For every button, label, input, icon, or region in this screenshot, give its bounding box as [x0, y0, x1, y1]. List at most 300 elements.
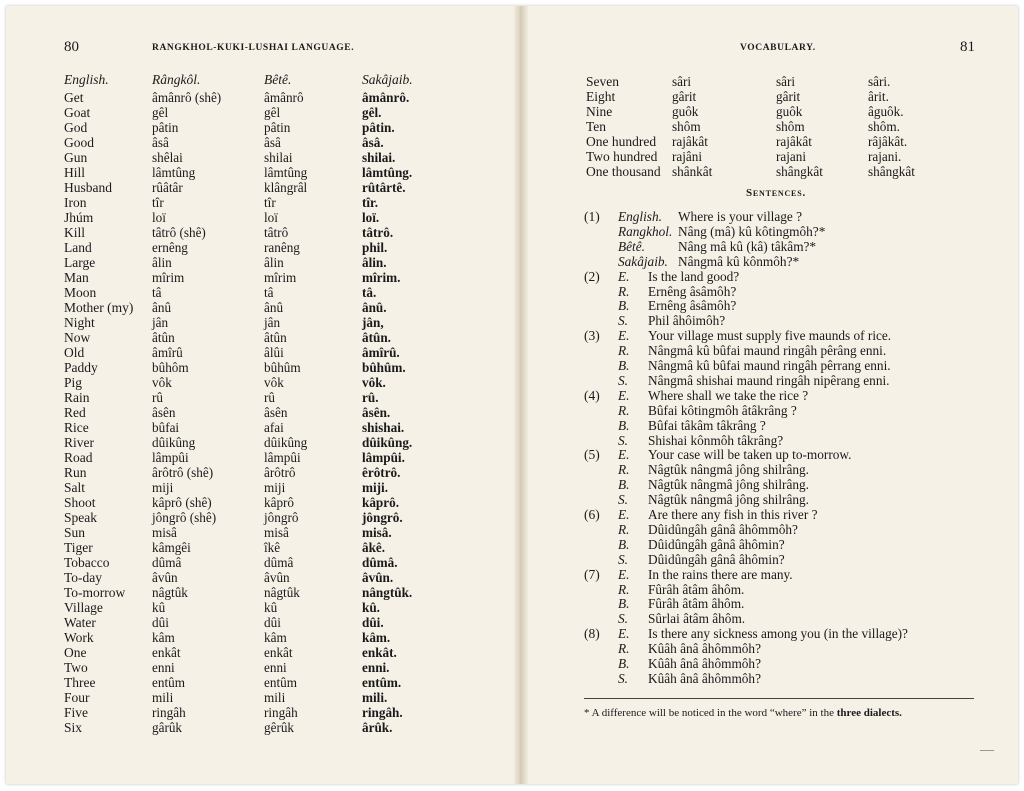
vocabulary-cell: rû	[264, 390, 275, 405]
vocabulary-cell: Two	[64, 660, 88, 675]
vocabulary-cell: âlin	[264, 255, 284, 270]
vocabulary-cell: âsâ	[152, 135, 169, 150]
sentence-line	[528, 596, 1018, 611]
vocabulary-row	[6, 405, 514, 420]
right-running-head: VOCABULARY.	[740, 43, 816, 53]
sentence-line	[528, 656, 1018, 671]
numbers-cell: shôm	[776, 119, 805, 134]
vocabulary-cell: tîr	[264, 195, 276, 210]
vocabulary-cell: ânû	[152, 300, 172, 315]
vocabulary-cell: âmânrô	[264, 90, 304, 105]
numbers-cell: One thousand	[586, 164, 661, 179]
vocabulary-row	[6, 195, 514, 210]
vocabulary-cell: âtûn.	[362, 330, 391, 345]
vocabulary-cell: âvûn	[152, 570, 178, 585]
sentence-speaker: R.	[618, 283, 630, 299]
vocabulary-cell: dûmâ	[152, 555, 182, 570]
vocabulary-row	[6, 150, 514, 165]
numbers-cell: guôk	[776, 104, 803, 119]
vocabulary-row	[6, 510, 514, 525]
vocabulary-row	[6, 480, 514, 495]
vocabulary-cell: kâm	[264, 630, 287, 645]
sentence-speaker: S.	[618, 432, 628, 448]
vocabulary-cell: gêl	[264, 105, 281, 120]
numbers-cell: Ten	[586, 119, 607, 134]
vocabulary-cell: ânû	[264, 300, 284, 315]
vocabulary-cell: kû	[264, 600, 278, 615]
vocabulary-cell: Jhúm	[64, 210, 94, 225]
vocabulary-cell: mîrim	[152, 270, 185, 285]
sentence-line	[528, 239, 1018, 254]
vocabulary-cell: ârôtrô (shê)	[152, 465, 214, 480]
page-mark	[980, 750, 994, 751]
numbers-cell: gârit	[672, 89, 697, 104]
vocabulary-row	[6, 630, 514, 645]
vocabulary-cell: âlin.	[362, 255, 387, 270]
sentence-speaker: E.	[618, 447, 630, 463]
vocabulary-cell: kû.	[362, 600, 380, 615]
vocabulary-row	[6, 585, 514, 600]
vocabulary-cell: pâtin	[264, 120, 291, 135]
vocabulary-cell: ranêng	[264, 240, 300, 255]
sentence-text: Nâgtûk nângmâ jông shilrâng.	[648, 477, 810, 493]
sentence-text: Nângmâ kû bûfai maund ringâh pêrâng enni.	[648, 343, 887, 359]
vocabulary-cell: âmânrô (shê)	[152, 90, 222, 105]
numbers-cell: shângkât	[868, 164, 915, 179]
vocabulary-cell: Water	[64, 615, 96, 630]
vocabulary-cell: mîrim	[264, 270, 297, 285]
vocabulary-cell: kâprô.	[362, 495, 400, 510]
vocabulary-cell: Man	[64, 270, 89, 285]
vocabulary-cell: jân	[264, 315, 281, 330]
vocabulary-cell: jân,	[362, 315, 384, 330]
vocabulary-row	[6, 645, 514, 660]
vocabulary-cell: shêlai	[152, 150, 183, 165]
sentence-text: Dûidûngâh gânâ âhômmôh?	[648, 521, 798, 537]
vocabulary-cell: gêl	[152, 105, 169, 120]
numbers-cell: sâri	[672, 74, 692, 89]
vocabulary-cell: lâmpûi.	[362, 450, 405, 465]
numbers-cell: gârit	[776, 89, 801, 104]
vocabulary-cell: tîr.	[362, 195, 378, 210]
numbers-row	[528, 74, 1018, 89]
vocabulary-row	[6, 180, 514, 195]
vocabulary-cell: ringâh.	[362, 705, 403, 720]
vocabulary-cell: shishai.	[362, 420, 405, 435]
vocabulary-cell: ânû.	[362, 300, 387, 315]
sentence-number: (7)	[584, 566, 600, 582]
vocabulary-row	[6, 450, 514, 465]
footnote-text: A difference will be noticed in the word “where” in the	[591, 707, 834, 719]
sentence-text: Your case will be taken up to-morrow.	[648, 447, 852, 463]
vocabulary-row	[6, 135, 514, 150]
sentence-line	[528, 447, 1018, 462]
sentence-speaker: B.	[618, 596, 630, 612]
vocabulary-cell: âsên	[152, 405, 176, 420]
vocabulary-row	[6, 495, 514, 510]
sentence-text: Fûrâh âtâm âhôm.	[648, 581, 745, 597]
vocabulary-cell: Tobacco	[64, 555, 110, 570]
vocabulary-cell: River	[64, 435, 94, 450]
vocabulary-cell: bûhûm	[264, 360, 301, 375]
vocabulary-row	[6, 210, 514, 225]
numbers-cell: shôm.	[868, 119, 900, 134]
numbers-row	[528, 149, 1018, 164]
numbers-cell: ârit.	[868, 89, 889, 104]
numbers-cell: rajâkât	[776, 134, 812, 149]
vocabulary-row	[6, 360, 514, 375]
sentence-line	[528, 373, 1018, 388]
vocabulary-cell: pâtin.	[362, 120, 395, 135]
vocabulary-row	[6, 690, 514, 705]
vocabulary-cell: kû	[152, 600, 166, 615]
sentence-line	[528, 671, 1018, 686]
vocabulary-cell: enni.	[362, 660, 390, 675]
numbers-cell: rajani	[776, 149, 807, 164]
sentence-text: Are there any fish in this river ?	[648, 507, 818, 522]
vocabulary-cell: dûi	[152, 615, 169, 630]
left-page	[6, 6, 514, 784]
sentence-line	[528, 626, 1018, 641]
sentence-line	[528, 611, 1018, 626]
vocabulary-row	[6, 705, 514, 720]
vocabulary-cell: âlûi	[264, 345, 284, 360]
sentence-text: Nâng (mâ) kû kôtingmôh?*	[678, 223, 826, 239]
vocabulary-row	[6, 255, 514, 270]
vocabulary-cell: kâmgêi	[152, 540, 191, 555]
vocabulary-cell: misâ	[152, 525, 177, 540]
vocabulary-cell: phil.	[362, 240, 388, 255]
vocabulary-row	[6, 375, 514, 390]
sentence-line	[528, 358, 1018, 373]
left-running-head: RANGKHOL-KUKI-LUSHAI LANGUAGE.	[152, 43, 355, 53]
vocabulary-cell: enkât	[264, 645, 293, 660]
sentence-line	[528, 462, 1018, 477]
vocabulary-header-cell: Bêtê.	[264, 72, 292, 87]
sentence-text: Kûâh ânâ âhômmôh?	[648, 641, 761, 657]
sentence-number: (2)	[584, 268, 600, 284]
vocabulary-cell: miji	[264, 480, 286, 495]
right-page	[528, 6, 1018, 784]
sentence-line	[528, 507, 1018, 522]
sentence-line	[528, 284, 1018, 299]
sentence-speaker: R.	[618, 462, 630, 478]
sentence-speaker: E.	[618, 268, 630, 284]
sentence-text: Kûâh ânâ âhômmôh?	[648, 670, 761, 686]
vocabulary-cell: Night	[64, 315, 95, 330]
sentence-speaker: E.	[618, 328, 630, 344]
vocabulary-cell: âsâ	[264, 135, 281, 150]
sentence-line	[528, 522, 1018, 537]
vocabulary-cell: âvûn.	[362, 570, 394, 585]
vocabulary-cell: lâmpûi	[264, 450, 301, 465]
vocabulary-cell: lâmtûng.	[362, 165, 413, 180]
vocabulary-cell: ernêng	[152, 240, 188, 255]
sentence-text: Where is your village ?	[678, 209, 803, 224]
sentence-speaker: S.	[618, 313, 628, 329]
vocabulary-cell: Work	[64, 630, 94, 645]
sentence-speaker: R.	[618, 521, 630, 537]
vocabulary-cell: To-morrow	[64, 585, 126, 600]
vocabulary-row	[6, 390, 514, 405]
sentence-speaker: R.	[618, 641, 630, 657]
vocabulary-row	[6, 240, 514, 255]
vocabulary-cell: Rice	[64, 420, 89, 435]
sentence-text: Sûrlai âtâm âhôm.	[648, 611, 746, 627]
numbers-row	[528, 104, 1018, 119]
vocabulary-cell: ârôtrô	[264, 465, 296, 480]
vocabulary-cell: bûhôm	[152, 360, 189, 375]
sentence-line	[528, 313, 1018, 328]
sentence-line	[528, 537, 1018, 552]
vocabulary-cell: tâtrô	[264, 225, 289, 240]
numbers-row	[528, 164, 1018, 179]
vocabulary-cell: dûikûng	[264, 435, 308, 450]
vocabulary-row	[6, 120, 514, 135]
vocabulary-cell: âlin	[152, 255, 172, 270]
vocabulary-cell: kâprô	[264, 495, 295, 510]
sentence-line	[528, 492, 1018, 507]
vocabulary-cell: entûm	[152, 675, 185, 690]
sentence-speaker: S.	[618, 492, 628, 508]
numbers-cell: rajani.	[868, 149, 902, 164]
vocabulary-cell: dûmâ.	[362, 555, 398, 570]
vocabulary-cell: mili.	[362, 690, 388, 705]
vocabulary-cell: enkât.	[362, 645, 397, 660]
sentence-line	[528, 418, 1018, 433]
vocabulary-cell: Kill	[64, 225, 86, 240]
vocabulary-cell: lâmtûng	[152, 165, 196, 180]
vocabulary-cell: âtûn	[152, 330, 175, 345]
vocabulary-header-cell: English.	[64, 72, 109, 87]
vocabulary-cell: Four	[64, 690, 90, 705]
sentence-line	[528, 552, 1018, 567]
vocabulary-header-row	[6, 72, 514, 87]
book-gutter	[514, 6, 528, 784]
vocabulary-cell: gârûk	[152, 720, 183, 735]
vocabulary-cell: jôngrô	[264, 510, 299, 525]
vocabulary-cell: bûhûm.	[362, 360, 406, 375]
sentence-text: Bûfai tâkâm tâkrâng ?	[648, 417, 766, 433]
vocabulary-cell: enkât	[152, 645, 181, 660]
numbers-cell: shânkât	[672, 164, 713, 179]
numbers-cell: Seven	[586, 74, 619, 89]
vocabulary-cell: afai	[264, 420, 284, 435]
vocabulary-cell: Sun	[64, 525, 86, 540]
sentence-speaker: Sakâjaib.	[618, 253, 668, 269]
vocabulary-cell: One	[64, 645, 87, 660]
sentence-line	[528, 343, 1018, 358]
vocabulary-cell: jôngrô (shê)	[152, 510, 217, 525]
sentence-speaker: E.	[618, 387, 630, 403]
vocabulary-cell: kâprô (shê)	[152, 495, 212, 510]
vocabulary-cell: Paddy	[64, 360, 98, 375]
vocabulary-cell: âsên.	[362, 405, 391, 420]
sentence-number: (1)	[584, 209, 600, 224]
vocabulary-row	[6, 300, 514, 315]
vocabulary-row	[6, 345, 514, 360]
sentence-speaker: S.	[618, 551, 628, 567]
vocabulary-cell: âsên	[264, 405, 288, 420]
vocabulary-cell: tâ	[152, 285, 162, 300]
vocabulary-cell: entûm	[264, 675, 297, 690]
vocabulary-row	[6, 225, 514, 240]
vocabulary-cell: tâtrô.	[362, 225, 394, 240]
numbers-row	[528, 119, 1018, 134]
vocabulary-row	[6, 675, 514, 690]
sentence-speaker: S.	[618, 372, 628, 388]
sentence-line	[528, 269, 1018, 284]
sentence-number: (3)	[584, 328, 600, 344]
vocabulary-row	[6, 105, 514, 120]
vocabulary-cell: enni	[152, 660, 175, 675]
vocabulary-cell: Goat	[64, 105, 91, 120]
vocabulary-cell: Rain	[64, 390, 90, 405]
vocabulary-cell: tâ.	[362, 285, 377, 300]
sentence-speaker: R.	[618, 402, 630, 418]
vocabulary-cell: dûi.	[362, 615, 384, 630]
sentence-line	[528, 433, 1018, 448]
vocabulary-cell: Hill	[64, 165, 86, 180]
vocabulary-row	[6, 165, 514, 180]
vocabulary-cell: Old	[64, 345, 85, 360]
vocabulary-cell: lâmtûng	[264, 165, 308, 180]
vocabulary-cell: Tiger	[64, 540, 93, 555]
sentence-text: Shishai kônmôh tâkrâng?	[648, 432, 784, 448]
sentences-title: Sentences.	[746, 187, 806, 199]
vocabulary-cell: ringâh	[264, 705, 298, 720]
sentence-speaker: B.	[618, 477, 630, 493]
numbers-cell: Nine	[586, 104, 613, 119]
sentence-speaker: E.	[618, 566, 630, 582]
sentence-speaker: English.	[618, 209, 662, 224]
vocabulary-cell: Shoot	[64, 495, 96, 510]
vocabulary-cell: ringâh	[152, 705, 186, 720]
vocabulary-header-cell: Sakâjaib.	[362, 72, 413, 87]
sentence-speaker: B.	[618, 536, 630, 552]
numbers-cell: One hundred	[586, 134, 657, 149]
sentence-speaker: B.	[618, 298, 630, 314]
left-page-number: 80	[64, 39, 79, 55]
sentence-text: Is there any sickness among you (in the village)?	[648, 626, 908, 642]
sentence-speaker: S.	[618, 611, 628, 627]
vocabulary-cell: God	[64, 120, 88, 135]
footnote-bold-text: three dialects.	[836, 707, 902, 719]
vocabulary-cell: Gun	[64, 150, 88, 165]
vocabulary-cell: âkê.	[362, 540, 386, 555]
vocabulary-cell: misâ	[264, 525, 289, 540]
vocabulary-row	[6, 330, 514, 345]
vocabulary-cell: To-day	[64, 570, 103, 585]
sentence-number: (4)	[584, 387, 600, 403]
vocabulary-cell: Village	[64, 600, 103, 615]
sentence-line	[528, 298, 1018, 313]
sentence-text: Nâgtûk nângmâ jông shilrâng.	[648, 462, 810, 478]
vocabulary-cell: vôk.	[362, 375, 386, 390]
vocabulary-cell: kâm.	[362, 630, 391, 645]
vocabulary-cell: enni	[264, 660, 287, 675]
sentence-line	[528, 641, 1018, 656]
sentence-text: Ernêng âsâmôh?	[648, 283, 737, 299]
numbers-cell: sâri.	[868, 74, 891, 89]
sentence-speaker: B.	[618, 417, 630, 433]
vocabulary-row	[6, 315, 514, 330]
footnote	[584, 706, 984, 720]
vocabulary-cell: Moon	[64, 285, 97, 300]
vocabulary-cell: Run	[64, 465, 87, 480]
vocabulary-cell: lâmpûi	[152, 450, 189, 465]
vocabulary-cell: tîr	[152, 195, 164, 210]
sentence-number: (8)	[584, 626, 600, 642]
sentence-text: Where shall we take the rice ?	[648, 387, 809, 403]
sentence-text: Bûfai kôtingmôh âtâkrâng ?	[648, 402, 797, 418]
sentence-text: Ernêng âsâmôh?	[648, 298, 737, 314]
vocabulary-cell: pâtin	[152, 120, 179, 135]
vocabulary-cell: miji.	[362, 480, 389, 495]
vocabulary-cell: Red	[64, 405, 86, 420]
vocabulary-cell: Road	[64, 450, 93, 465]
sentence-text: Nângmâ kû kônmôh?*	[678, 253, 800, 269]
sentence-text: Fûrâh âtâm âhôm.	[648, 596, 745, 612]
sentence-speaker: R.	[618, 343, 630, 359]
vocabulary-cell: Now	[64, 330, 91, 345]
vocabulary-cell: gêl.	[362, 105, 382, 120]
vocabulary-cell: klângrâl	[264, 180, 308, 195]
numbers-cell: Eight	[586, 89, 616, 104]
sentence-text: Dûidûngâh gânâ âhômin?	[648, 551, 785, 567]
sentence-number: (5)	[584, 447, 600, 463]
vocabulary-cell: loï.	[362, 210, 380, 225]
vocabulary-row	[6, 555, 514, 570]
vocabulary-cell: dûi	[264, 615, 281, 630]
sentence-text: In the rains there are many.	[648, 566, 793, 582]
vocabulary-cell: ârûk.	[362, 720, 393, 735]
vocabulary-cell: vôk	[264, 375, 284, 390]
vocabulary-row	[6, 90, 514, 105]
vocabulary-cell: nângtûk.	[362, 585, 413, 600]
sentence-text: Nângmâ kû bûfai maund ringâh pêrrang enni.	[648, 358, 891, 373]
vocabulary-row	[6, 720, 514, 735]
vocabulary-cell: gêrûk	[264, 720, 295, 735]
vocabulary-cell: âmânrô.	[362, 90, 410, 105]
sentence-text: Your village must supply five maunds of rice.	[648, 328, 892, 344]
numbers-row	[528, 89, 1018, 104]
vocabulary-cell: Five	[64, 705, 89, 720]
sentence-line	[528, 328, 1018, 343]
vocabulary-cell: jân	[152, 315, 169, 330]
sentence-number: (6)	[584, 507, 600, 522]
vocabulary-cell: kâm	[152, 630, 175, 645]
vocabulary-cell: âtûn	[264, 330, 287, 345]
vocabulary-cell: âsâ.	[362, 135, 384, 150]
vocabulary-cell: Salt	[64, 480, 86, 495]
right-page-number: 81	[960, 39, 975, 55]
numbers-cell: guôk	[672, 104, 699, 119]
vocabulary-cell: âvûn	[264, 570, 290, 585]
vocabulary-cell: tâ	[264, 285, 274, 300]
vocabulary-cell: mili	[152, 690, 174, 705]
vocabulary-row	[6, 660, 514, 675]
vocabulary-cell: loï	[264, 210, 278, 225]
vocabulary-cell: rûtârtê.	[362, 180, 406, 195]
sentence-text: Kûâh ânâ âhômmôh?	[648, 656, 761, 671]
book-spread	[6, 6, 1018, 784]
vocabulary-cell: Husband	[64, 180, 112, 195]
vocabulary-row	[6, 420, 514, 435]
vocabulary-cell: Speak	[64, 510, 97, 525]
numbers-cell: sâri	[776, 74, 796, 89]
vocabulary-cell: rû	[152, 390, 163, 405]
